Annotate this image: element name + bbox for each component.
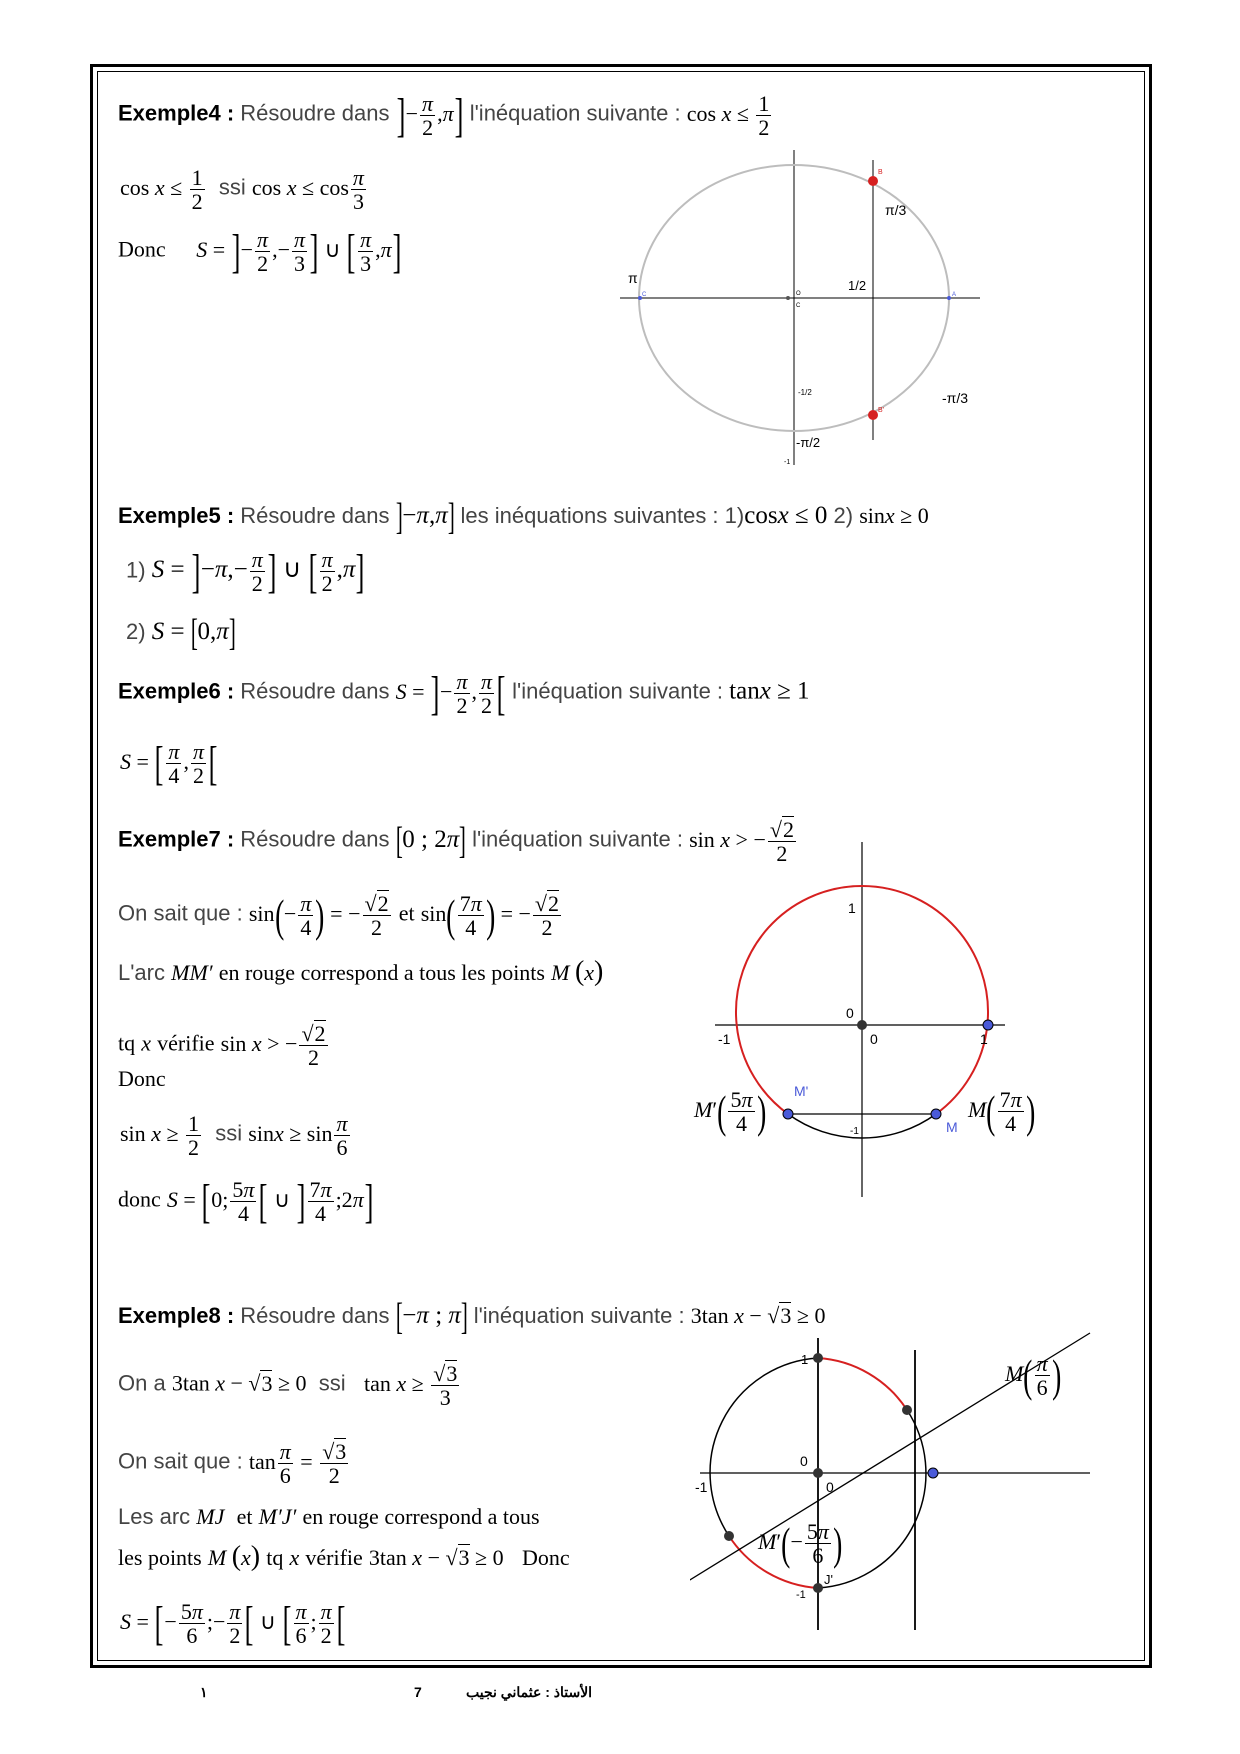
ex5-sol1: 1) S = ]−π,− $\frac{\pi}{2}$ ] ∪ [ $\frac{\pi}{2}$ ,π] bbox=[126, 545, 365, 598]
ex4-label: Exemple4 : bbox=[118, 100, 235, 126]
footer-page-number: 7 bbox=[414, 1684, 422, 1700]
ex6-title-line: Exemple6 : Résoudre dans S = ]− $\frac{\pi}{2}$ , $\frac{\pi}{2}$ [ l'inéquation suivante : tanx ≥ 1 bbox=[118, 667, 810, 720]
footer-left-number: ١ bbox=[200, 1684, 208, 1700]
ex8-point-m-prime bbox=[724, 1531, 734, 1541]
ex7-on-sait: On sait que : bbox=[118, 900, 243, 926]
ex7-arc-2: en rouge correspond a tous les points bbox=[218, 960, 545, 985]
ex4-label-b: B bbox=[878, 169, 883, 176]
ex7-m-value: M( $\frac{7\pi}{4}$ ) bbox=[968, 1085, 1035, 1137]
ex8-on-a: On a bbox=[118, 1370, 166, 1396]
ex8-donc: Donc bbox=[521, 1545, 570, 1570]
ex5-mid: 2) bbox=[833, 502, 854, 528]
ex7-label-minus-one-y: -1 bbox=[850, 1126, 859, 1137]
ex5-item2: 2) bbox=[126, 618, 146, 644]
ex8-black-arc-left bbox=[710, 1358, 818, 1536]
ex7-label-m-blue: M bbox=[946, 1119, 958, 1135]
ex8-et: et bbox=[236, 1504, 253, 1529]
ex5-after: les inéquations suivantes : 1) bbox=[460, 502, 745, 528]
ex7-trig-circle bbox=[690, 842, 1070, 1202]
ex4-donc: Donc bbox=[118, 236, 166, 262]
ex4-after: l'inéquation suivante : bbox=[469, 100, 681, 126]
ex7-label-one-x: 1 bbox=[980, 1031, 988, 1047]
ex4-label-minus-one: -1 bbox=[784, 459, 791, 466]
ex4-label-a: A bbox=[952, 292, 957, 298]
ex8-point-j bbox=[813, 1353, 823, 1363]
ex4-label-o: O bbox=[796, 291, 801, 297]
ex6-after: l'inéquation suivante : bbox=[512, 678, 724, 704]
ex8-known: On sait que : tan $\frac{\pi}{6}$ = $\frac{√3}{2}$ bbox=[118, 1439, 347, 1489]
ex4-label-half: 1/2 bbox=[848, 278, 867, 293]
ex8-point-j-prime bbox=[813, 1583, 823, 1593]
ex8-label-minus-one-y: -1 bbox=[796, 1589, 806, 1601]
ex4-label-minus-half: -1/2 bbox=[798, 388, 812, 397]
ex7-et: et bbox=[398, 900, 415, 926]
ex8-m-prime-value: M′(− $\frac{5\pi}{6}$ ) bbox=[758, 1517, 843, 1569]
ex7-label-zero-y: 0 bbox=[846, 1005, 854, 1021]
ex7-point-m bbox=[931, 1109, 941, 1119]
ex4-label-o2: C bbox=[796, 303, 801, 309]
ex8-label-j-prime: J' bbox=[824, 1572, 833, 1587]
ex6-intro: Résoudre dans bbox=[240, 678, 390, 704]
ex4-label-minus-pi3: -π/3 bbox=[942, 390, 968, 406]
ex7-ssi: ssi bbox=[215, 1120, 243, 1146]
ex4-label-pi3: π/3 bbox=[885, 202, 907, 218]
ex7-label-minus-one-x: -1 bbox=[718, 1031, 731, 1047]
ex7-donc-line bbox=[118, 1068, 166, 1090]
ex5-title-line: Exemple5 : Résoudre dans ]−π,π] les inéquations suivantes : 1)cosx ≤ 0 2) sinx ≥ 0 bbox=[118, 496, 929, 538]
ex4-point-b bbox=[868, 176, 878, 186]
ex7-title-line: Exemple7 : Résoudre dans [0 ; 2π] l'inéquation suivante : sin x > − $\frac{√2}{2}$ bbox=[118, 817, 794, 867]
ex7-origin-point bbox=[857, 1020, 867, 1030]
ex7-point-one bbox=[983, 1020, 993, 1030]
footer-author: الأستاذ : عثماني نجيب bbox=[466, 1684, 593, 1700]
ex5-label: Exemple5 : bbox=[118, 502, 235, 528]
ex8-step1: On a 3tan x − √3 ≥ 0 ssi tan x ≥ $\frac{√3}{3}$ bbox=[118, 1361, 458, 1411]
ex7-intro: Résoudre dans bbox=[240, 826, 390, 852]
ex7-after: l'inéquation suivante : bbox=[472, 826, 683, 852]
ex8-after: l'inéquation suivante : bbox=[473, 1302, 685, 1328]
ex7-arc-1: L'arc bbox=[118, 960, 165, 985]
ex8-les-points: les points bbox=[118, 1545, 202, 1570]
ex8-point-one bbox=[928, 1468, 938, 1478]
ex7-known: On sait que : sin(− $\frac{\pi}{4}$ ) = − $\frac{√2}{2}$ et sin( $\frac{7\pi}{4}$ ) = − $\frac{√2}{2}$ bbox=[118, 889, 559, 941]
ex4-label-minus-pi2: -π/2 bbox=[796, 435, 821, 450]
ex4-trig-circle bbox=[620, 150, 980, 470]
ex4-point-b-prime bbox=[868, 410, 878, 420]
ex8-tq: tq bbox=[266, 1545, 284, 1570]
ex4-label-c: C bbox=[642, 292, 647, 298]
ex4-step1: cos x ≤ $\frac{1}{2}$ ssi cos x ≤ cos $\frac{\pi}{3}$ bbox=[120, 165, 364, 215]
ex8-label-one-top: 1 bbox=[801, 1352, 809, 1367]
ex4-interval: ]− $\frac{\pi}{2}$ ,π] bbox=[396, 89, 463, 142]
ex4-ssi: ssi bbox=[218, 174, 246, 200]
ex7-label: Exemple7 : bbox=[118, 826, 235, 852]
ex4-label-b-prime: B' bbox=[878, 407, 885, 414]
ex7-verifie: vérifie bbox=[157, 1030, 215, 1056]
ex7-donc2: donc bbox=[118, 1186, 161, 1212]
ex8-corresp: en rouge correspond a tous bbox=[302, 1504, 540, 1529]
ex7-tq-line: tq x vérifie sin x > − $\frac{√2}{2}$ bbox=[118, 1021, 326, 1071]
ex4-inequation: cos x ≤ $\frac{1}{2}$ bbox=[686, 91, 770, 141]
ex7-arc-line: L'arc MM′ en rouge correspond a tous les points M (x) bbox=[118, 956, 604, 987]
ex8-point-m bbox=[902, 1405, 912, 1415]
ex6-solution: S = [ $\frac{\pi}{4}$ , $\frac{\pi}{2}$ [ bbox=[120, 737, 218, 790]
ex7-point-m-prime bbox=[783, 1109, 793, 1119]
ex8-points-line: les points M (x) tq x vérifie 3tan x − √3 ≥ 0 Donc bbox=[118, 1541, 570, 1572]
ex8-les-arc: Les arc bbox=[118, 1504, 191, 1529]
ex4-label-pi: π bbox=[628, 270, 638, 286]
ex7-donc: Donc bbox=[118, 1066, 166, 1091]
ex7-solution: donc S = [0; $\frac{5\pi}{4}$ [ ∪ ] $\frac{7\pi}{4}$ ;2π] bbox=[118, 1175, 374, 1228]
ex8-verifie: vérifie bbox=[305, 1545, 363, 1570]
ex8-red-arc-mj bbox=[818, 1358, 907, 1410]
ex8-label: Exemple8 : bbox=[118, 1302, 235, 1328]
ex8-label-zero-x: 0 bbox=[826, 1479, 834, 1495]
ex5-intro: Résoudre dans bbox=[240, 502, 390, 528]
ex4-point-o bbox=[786, 296, 790, 300]
ex8-label-minus-one-x: -1 bbox=[695, 1479, 708, 1495]
ex7-ssi-line: sin x ≥ $\frac{1}{2}$ ssi sinx ≥ sin $\frac{\pi}{6}$ bbox=[120, 1111, 348, 1161]
ex6-label: Exemple6 : bbox=[118, 678, 235, 704]
ex4-point-a bbox=[947, 296, 951, 300]
ex5-item1: 1) bbox=[126, 557, 146, 583]
ex8-intro: Résoudre dans bbox=[240, 1302, 390, 1328]
ex7-label-zero-x: 0 bbox=[870, 1031, 878, 1047]
ex4-solution: Donc S = ]− $\frac{\pi}{2}$ ,− $\frac{\pi}{3}$ ] ∪ [ $\frac{\pi}{3}$ ,π] bbox=[118, 225, 402, 278]
ex8-on-sait: On sait que : bbox=[118, 1448, 243, 1474]
ex4-intro: Résoudre dans bbox=[240, 100, 390, 126]
ex7-label-one-top: 1 bbox=[848, 900, 856, 916]
ex8-m-value: M( $\frac{\pi}{6}$ ) bbox=[1005, 1349, 1061, 1401]
ex8-arcs-line: Les arc MJ et M′J′ en rouge correspond a tous bbox=[118, 1504, 540, 1529]
ex7-m-prime-value: M′( $\frac{5\pi}{4}$ ) bbox=[694, 1085, 766, 1137]
ex8-origin-point bbox=[813, 1468, 823, 1478]
ex8-solution: S = [− $\frac{5\pi}{6}$ ;− $\frac{\pi}{2}$ [ ∪ [ $\frac{\pi}{6}$ ; $\frac{\pi}{2}$ [ bbox=[120, 1597, 346, 1650]
ex5-sol2: 2) S = [0,π] bbox=[126, 612, 236, 654]
ex7-label-m-prime-blue: M' bbox=[794, 1083, 809, 1099]
ex4-title-line bbox=[118, 89, 773, 142]
ex8-label-zero-y: 0 bbox=[800, 1453, 808, 1469]
ex8-title-line: Exemple8 : Résoudre dans [−π ; π] l'inéquation suivante : 3tan x − √3 ≥ 0 bbox=[118, 1296, 826, 1338]
ex7-tq: tq bbox=[118, 1030, 136, 1056]
ex8-ssi: ssi bbox=[318, 1370, 346, 1396]
